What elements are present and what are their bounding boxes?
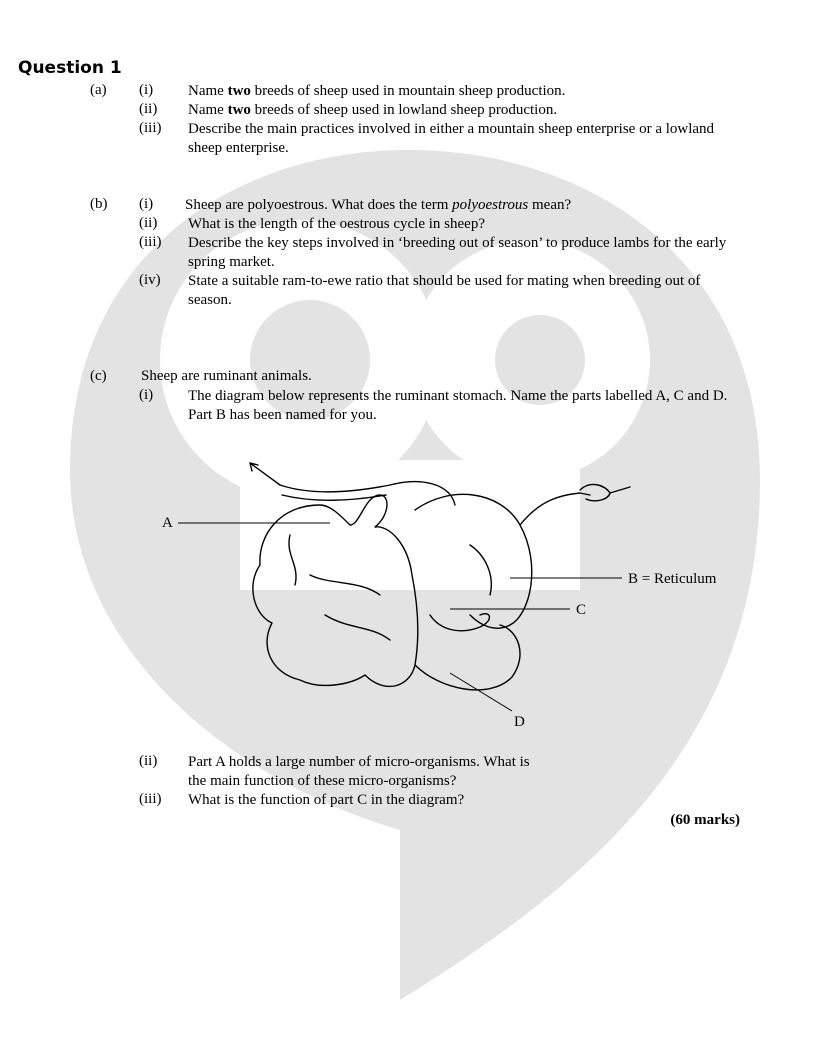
b-ii-num: (ii) <box>139 215 158 231</box>
c-iii-num: (iii) <box>139 791 162 807</box>
c-ii-text: Part A holds a large number of micro-organisms. What is the main function of these micro-organisms? <box>188 754 530 789</box>
a-iii-text: Describe the main practices involved in either a mountain sheep enterprise or a lowland sheep enterprise. <box>188 121 715 156</box>
a-i-num: (i) <box>139 82 154 98</box>
label-d: D <box>514 714 525 730</box>
question-title: Question 1 <box>18 58 122 78</box>
b-ii-text: What is the length of the oestrous cycle in sheep? <box>188 216 485 232</box>
a-iii-num: (iii) <box>139 120 162 136</box>
b-iv-num: (iv) <box>139 272 161 288</box>
part-c-label: (c) <box>90 368 107 384</box>
b-iii-num: (iii) <box>139 234 162 250</box>
part-a-label: (a) <box>90 82 107 98</box>
marks-total: (60 marks) <box>670 812 740 828</box>
b-i-num: (i) <box>139 196 154 212</box>
reticulum-outline <box>415 494 532 628</box>
rumen-outline <box>253 495 418 686</box>
label-d-line <box>450 673 512 711</box>
c-iii-text: What is the function of part C in the diagram? <box>188 792 465 808</box>
ruminant-stomach-diagram <box>150 455 750 735</box>
b-iv-text: State a suitable ram-to-ewe ratio that should be used for mating when breeding out of season. <box>188 273 701 308</box>
abomasum-outline <box>415 625 520 690</box>
a-ii-num: (ii) <box>139 101 158 117</box>
label-a: A <box>162 515 173 531</box>
a-i-text: Name two breeds of sheep used in mountain sheep production. <box>188 83 566 99</box>
c-stem: Sheep are ruminant animals. <box>141 368 312 384</box>
label-c: C <box>576 602 587 618</box>
b-i-text: Sheep are polyoestrous. What does the term polyoestrous mean? <box>185 197 572 213</box>
a-ii-text: Name two breeds of sheep used in lowland sheep production. <box>188 102 558 118</box>
c-i-text: The diagram below represents the ruminant stomach. Name the parts labelled A, C and D. Part B has been named for you. <box>188 388 728 423</box>
part-b-label: (b) <box>90 196 108 212</box>
c-i-num: (i) <box>139 387 154 403</box>
b-iii-text: Describe the key steps involved in ‘breeding out of season’ to produce lambs for the early spring market. <box>188 235 727 270</box>
c-ii-num: (ii) <box>139 753 158 769</box>
label-b: B = Reticulum <box>628 571 717 587</box>
